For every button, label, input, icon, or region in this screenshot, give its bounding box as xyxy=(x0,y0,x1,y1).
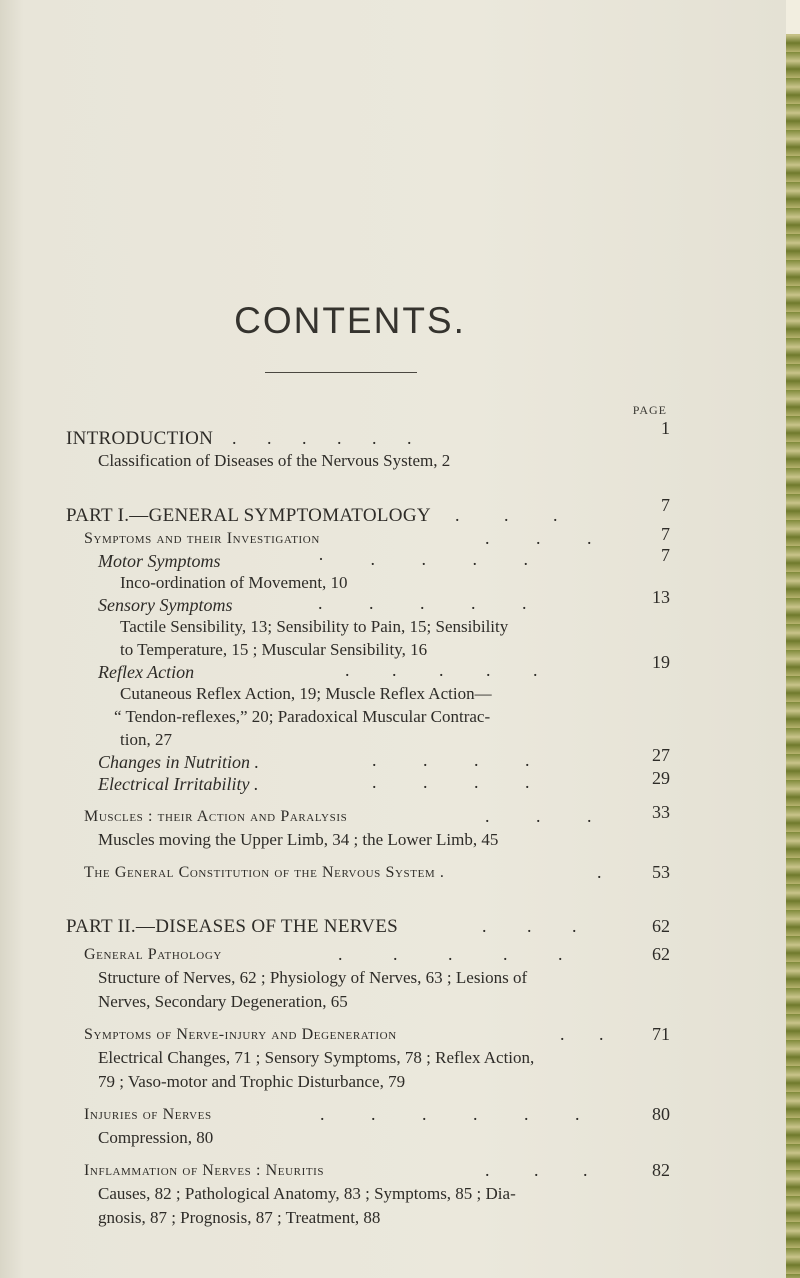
entry-title: Sensory Symptoms xyxy=(98,595,233,615)
leader-dots: . xyxy=(597,862,602,882)
entry-title: PART II.—DISEASES OF THE NERVES xyxy=(66,916,398,937)
entry-description: Inco-ordination of Movement, 10 xyxy=(120,573,348,592)
contents-heading: CONTENTS. xyxy=(234,300,466,341)
entry-title: Motor Symptoms xyxy=(98,551,221,571)
entry-title: Injuries of Nerves xyxy=(84,1106,212,1123)
leader-dots: . . . . . xyxy=(338,944,563,964)
entry-page: 29 xyxy=(652,768,670,788)
entry-description: Muscles moving the Upper Limb, 34 ; the Lower Limb, 45 xyxy=(98,830,499,849)
entry-title: Muscles : their Action and Paralysis xyxy=(84,808,348,825)
leader-dots: . . . . . xyxy=(345,660,538,680)
entry-description: “ Tendon-reflexes,” 20; Paradoxical Muscular Contrac- xyxy=(114,707,491,726)
entry-description: 79 ; Vaso-motor and Trophic Disturbance, 79 xyxy=(98,1072,406,1091)
entry-page: 7 xyxy=(661,495,670,515)
entry-title: The General Constitution of the Nervous System . xyxy=(84,864,445,881)
entry-page: 27 xyxy=(652,745,670,765)
entry-title: Symptoms and their Investigation xyxy=(84,530,320,547)
entry-description: Nerves, Secondary Degeneration, 65 xyxy=(98,992,348,1011)
leader-dots: . . . xyxy=(485,1160,588,1180)
leader-dots: . . . xyxy=(482,916,577,936)
leader-dots: . . . . xyxy=(372,772,530,792)
entry-page: 53 xyxy=(652,862,670,882)
entry-description: Structure of Nerves, 62 ; Physiology of Nerves, 63 ; Lesions of xyxy=(98,968,528,987)
entry-title: INTRODUCTION xyxy=(66,428,214,449)
entry-title: Symptoms of Nerve-injury and Degeneration xyxy=(84,1026,397,1043)
leader-dots: . . . . . . xyxy=(232,428,412,448)
entry-description: Compression, 80 xyxy=(98,1128,214,1147)
entry-page: 62 xyxy=(652,944,670,964)
entry-title: Changes in Nutrition . xyxy=(98,752,260,772)
entry-page: 80 xyxy=(652,1104,670,1124)
leader-dots: . . . xyxy=(485,528,592,548)
entry-page: 19 xyxy=(652,652,670,672)
entry-title: PART I.—GENERAL SYMPTOMATOLOGY xyxy=(66,505,431,526)
leader-dots: · . . . . xyxy=(318,549,528,569)
leader-dots: . . xyxy=(560,1024,604,1044)
entry-page: 13 xyxy=(652,587,670,607)
page-edge xyxy=(786,0,800,1278)
entry-page: 82 xyxy=(652,1160,670,1180)
entry-description: to Temperature, 15 ; Muscular Sensibility, 16 xyxy=(120,640,428,659)
leader-dots: . . . . . xyxy=(318,593,527,613)
leader-dots: . . . xyxy=(485,806,592,826)
entry-page: 7 xyxy=(661,524,670,544)
entry-title: Reflex Action xyxy=(98,662,195,682)
entry-description: gnosis, 87 ; Prognosis, 87 ; Treatment, 88 xyxy=(98,1208,381,1227)
leader-dots: . . . . xyxy=(372,750,530,770)
entry-page: 62 xyxy=(652,916,670,936)
entry-page: 71 xyxy=(652,1024,670,1044)
entry-description: Cutaneous Reflex Action, 19; Muscle Reflex Action— xyxy=(120,684,492,703)
leader-dots: . . . . . . xyxy=(320,1104,580,1124)
entry-title: General Pathology xyxy=(84,946,222,963)
entry-title: Inflammation of Nerves : Neuritis xyxy=(84,1162,325,1179)
leader-dots: . . . xyxy=(455,505,558,525)
entry-page: 7 xyxy=(661,545,670,565)
page-column-label: PAGE xyxy=(632,403,667,417)
entry-page: 33 xyxy=(652,802,670,822)
entry-title: Electrical Irritability . xyxy=(98,774,259,794)
entry-description: Tactile Sensibility, 13; Sensibility to Pain, 15; Sensibility xyxy=(120,617,509,636)
heading-rule xyxy=(265,372,417,373)
entry-description: Classification of Diseases of the Nervous System, 2 xyxy=(98,451,451,470)
entry-description: Electrical Changes, 71 ; Sensory Symptoms, 78 ; Reflex Action, xyxy=(98,1048,535,1067)
entry-page: 1 xyxy=(661,418,670,438)
entry-description: Causes, 82 ; Pathological Anatomy, 83 ; Symptoms, 85 ; Dia- xyxy=(98,1184,516,1203)
page-edge-top xyxy=(786,0,800,34)
entry-description: tion, 27 xyxy=(120,730,172,749)
